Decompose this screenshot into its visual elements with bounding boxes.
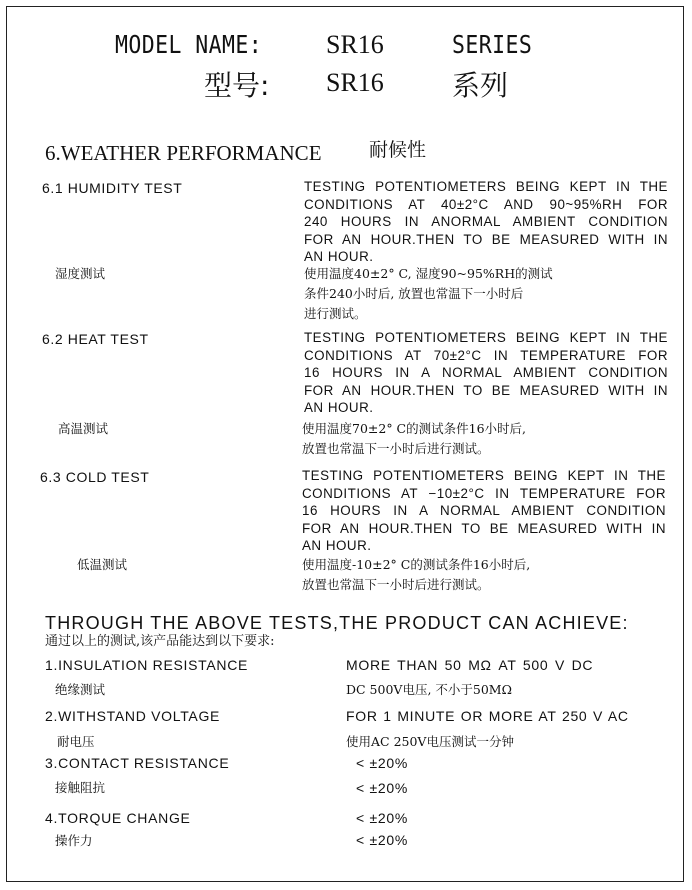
result-label-contact-cn: 接触阻抗	[55, 780, 106, 795]
result-label-contact: 3.CONTACT RESISTANCE	[45, 755, 230, 771]
result-value-withstand-cn: 使用AC 250V电压测试一分钟	[346, 734, 514, 749]
test-description-cold-cn: 使用温度-10±2° C的测试条件16小时后, 放置也常温下一小时后进行测试。	[302, 557, 531, 592]
result-value-insulation-cn: DC 500V电压, 不小于50MΩ	[346, 682, 512, 697]
series-label: SERIES	[452, 30, 533, 59]
test-description-humidity-cn: 使用温度40±2° C, 湿度90~95%RH的测试 条件240小时后, 放置也常温下一小时后 进行测试。	[304, 266, 553, 321]
test-description-heat-cn: 使用温度70±2° C的测试条件16小时后, 放置也常温下一小时后进行测试。	[302, 421, 526, 456]
summary-heading: THROUGH THE ABOVE TESTS,THE PRODUCT CAN ACHIEVE:	[45, 613, 629, 633]
test-label-cold-cn: 低温测试	[77, 557, 128, 572]
model-name-value-cn: SR16	[326, 68, 384, 97]
result-value-insulation: MORE THAN 50 MΩ AT 500 V DC	[346, 657, 594, 673]
result-value-torque-cn: < ±20%	[356, 832, 408, 848]
result-label-insulation-cn: 绝缘测试	[55, 682, 106, 697]
test-label-heat-cn: 高温测试	[58, 421, 109, 436]
test-label-heat: 6.2 HEAT TEST	[42, 331, 149, 347]
result-value-torque: < ±20%	[356, 810, 408, 826]
result-label-withstand: 2.WITHSTAND VOLTAGE	[45, 708, 221, 724]
result-label-insulation: 1.INSULATION RESISTANCE	[45, 657, 249, 673]
test-description-heat: TESTING POTENTIOMETERS BEING KEPT IN THE CONDITIONS AT 70±2°C IN TEMPERATURE FOR 16 HOURS IN A NORMAL AMBIENT CONDITION FOR AN HOUR.THEN TO BE MEASURED WITH IN AN HOUR.	[304, 330, 668, 416]
result-label-torque: 4.TORQUE CHANGE	[45, 810, 191, 826]
section-title: 6.WEATHER PERFORMANCE	[45, 141, 322, 165]
test-label-humidity-cn: 湿度测试	[55, 266, 106, 281]
test-label-humidity: 6.1 HUMIDITY TEST	[42, 180, 183, 196]
model-name-label-cn: 型号:	[204, 69, 270, 102]
test-description-cold: TESTING POTENTIOMETERS BEING KEPT IN THE CONDITIONS AT −10±2°C IN TEMPERATURE FOR 16 HOURS IN A NORMAL AMBIENT CONDITION FOR AN HOUR.THEN TO BE MEASURED WITH IN AN HOUR.	[302, 468, 666, 554]
result-label-torque-cn: 操作力	[55, 833, 93, 848]
series-label-cn: 系列	[452, 69, 509, 102]
result-value-contact: < ±20%	[356, 755, 408, 771]
result-value-withstand: FOR 1 MINUTE OR MORE AT 250 V AC	[346, 708, 629, 724]
result-label-withstand-cn: 耐电压	[57, 734, 95, 749]
test-description-humidity: TESTING POTENTIOMETERS BEING KEPT IN THE CONDITIONS AT 40±2°C AND 90~95%RH FOR 240 HOURS IN ANORMAL AMBIENT CONDITION FOR AN HOUR.THEN TO BE MEASURED WITH IN AN HOUR.	[304, 179, 668, 265]
section-title-cn: 耐候性	[369, 139, 427, 161]
model-name-label: MODEL NAME:	[115, 30, 263, 59]
model-name-value: SR16	[326, 30, 384, 59]
summary-heading-cn: 通过以上的测试,该产品能达到以下要求:	[45, 634, 275, 649]
result-value-contact-cn: < ±20%	[356, 780, 408, 796]
test-label-cold: 6.3 COLD TEST	[40, 469, 150, 485]
